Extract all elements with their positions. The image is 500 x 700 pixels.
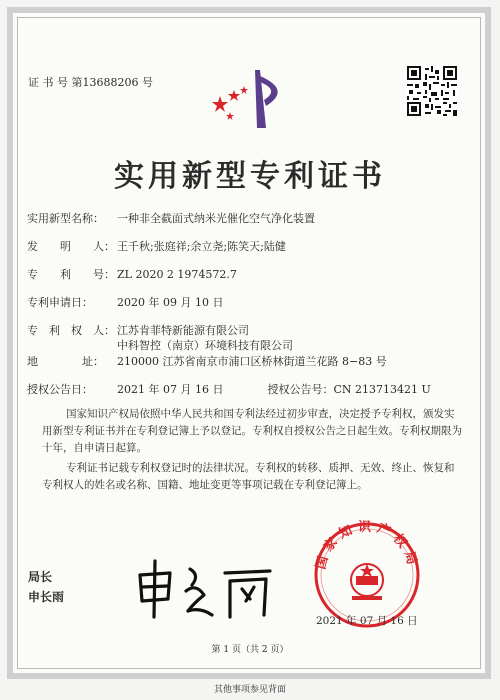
- field-value: 2021 年 07 月 16 日 授权公告号：CN 213713421 U: [117, 383, 431, 396]
- field-row-patentee: [27, 322, 249, 338]
- footer-note: 其他事项参见背面: [213, 685, 286, 695]
- field-label: 发 明 人：: [27, 240, 115, 253]
- field-label: 专 利 号：: [27, 268, 115, 281]
- field-row-inventors: [27, 238, 286, 254]
- document-title: 实用新型专利证书: [114, 159, 386, 194]
- qr-code: [407, 66, 457, 116]
- seal-text: 国家知识产权局: [313, 520, 421, 572]
- field-label: 授权公告日：: [27, 383, 93, 396]
- grant-statement-paragraph: 国家知识产权局依照中华人民共和国专利法经过初步审查，决定授予专利权，颁发实用新型专利证书并在专利登记簿上予以登记。专利权自授权公告之日起生效。专利权期限为十年，自申请日起算。: [42, 408, 462, 454]
- page-number: 第 1 页（共 2 页）: [211, 645, 289, 655]
- field-value: 2020 年 09 月 10 日: [117, 296, 224, 309]
- patent-office-logo-icon: [200, 66, 300, 136]
- field-label: 专利申请日：: [27, 296, 93, 309]
- legal-status-paragraph: 专利证书记载专利权登记时的法律状况。专利权的转移、质押、无效、终止、恢复和专利权人的姓名或名称、国籍、地址变更等事项记载在专利登记簿上。: [42, 462, 455, 491]
- field-value: 一种非全截面式纳米光催化空气净化装置: [117, 212, 315, 225]
- field-value: 中科智控（南京）环境科技有限公司: [117, 339, 293, 352]
- director-signature: [130, 555, 280, 625]
- issue-date: 2021 年 07 月 16 日: [316, 615, 418, 627]
- director-title: 局长: [28, 570, 53, 584]
- field-value: 江苏肯菲特新能源有限公司: [117, 324, 249, 337]
- field-row-address: [27, 353, 387, 369]
- director-name: 申长雨: [28, 590, 65, 604]
- field-value: 王千秋;张庭祥;余立尧;陈笑天;陆健: [117, 240, 286, 253]
- field-row-name: [27, 210, 315, 226]
- field-label: 实用新型名称：: [27, 212, 104, 225]
- field-row-grant-date: [27, 381, 431, 397]
- field-value: ZL 2020 2 1974572.7: [117, 268, 237, 281]
- field-label: 专 利 权 人：: [27, 324, 115, 337]
- field-row-patent-number: [27, 266, 237, 282]
- field-value: 210000 江苏省南京市浦口区桥林街道兰花路 8−83 号: [117, 355, 387, 368]
- certificate-number: 证 书 号 第13688206 号: [28, 76, 153, 89]
- field-label: 地 址：: [27, 355, 104, 368]
- field-row-patentee-2: [27, 337, 293, 353]
- field-row-application-date: [27, 294, 223, 310]
